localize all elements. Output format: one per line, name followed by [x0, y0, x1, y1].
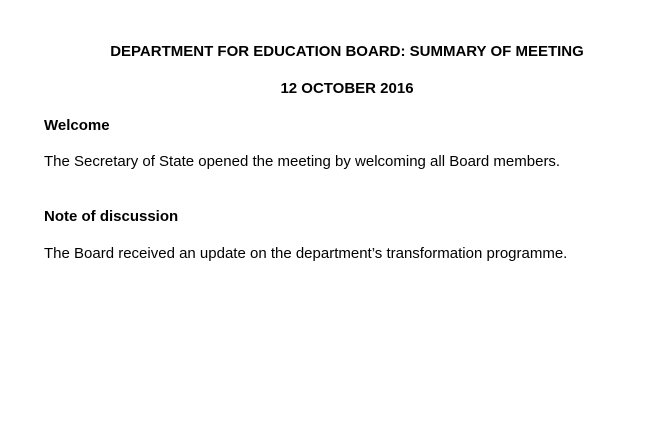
section-heading-welcome: Welcome: [44, 117, 110, 134]
meeting-date: 12 OCTOBER 2016: [280, 80, 414, 97]
section-body-note-of-discussion: The Board received an update on the department’s transformation programme.: [44, 245, 568, 262]
section-heading-note-of-discussion: Note of discussion: [44, 208, 179, 225]
document-title: DEPARTMENT FOR EDUCATION BOARD: SUMMARY OF MEETING: [110, 43, 584, 60]
section-body-welcome: The Secretary of State opened the meeting by welcoming all Board members.: [44, 153, 561, 170]
